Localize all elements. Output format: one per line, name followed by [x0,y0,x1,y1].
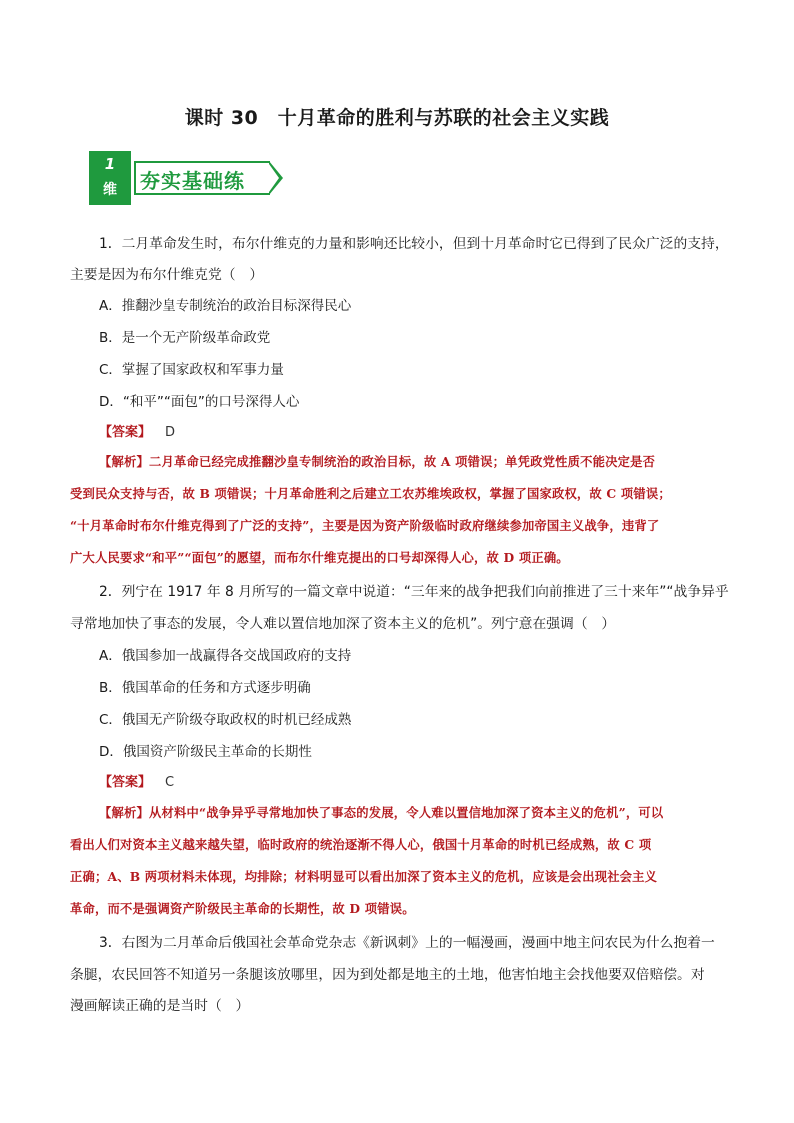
badge-number: 1 [104,155,116,173]
q2-answer [99,771,704,790]
section-badge [89,151,289,207]
q3-stem-line-2: 条腿，农民回答不知道另一条腿该放哪里，因为到处都是地主的土地，他害怕地主会找他要双倍赔偿。对 [70,967,705,983]
q1-analysis-line-3: “十月革命时布尔什维克得到了广泛的支持”，主要是因为资产阶级临时政府继续参加帝国主义战争，违背了 [70,518,660,533]
q2-option-b: B．俄国革命的任务和方式逐步明确 [99,680,311,696]
q1-option-b: B．是一个无产阶级革命政党 [99,330,271,346]
q2-analysis-line-1: 【解析】从材料中“战争异乎寻常地加快了事态的发展，令人难以置信地加深了资本主义的危机”，可以 [99,805,664,820]
q1-option-c: C．掌握了国家政权和军事力量 [99,362,284,378]
q1-option-d: D．“和平”“面包”的口号深得人心 [99,394,300,410]
q1-analysis-line-1: 【解析】二月革命已经完成推翻沙皇专制统治的政治目标，故 A 项错误；单凭政党性质不能决定是否 [99,454,656,469]
q2-answer-value: C [165,775,175,790]
page-title: 课时 30 十月革命的胜利与苏联的社会主义实践 [184,107,610,129]
badge-label: 夯实基础练 [140,169,245,193]
badge-number-box [89,151,131,205]
q2-analysis-line-3: 正确；A、B 两项材料未体现，均排除；材料明显可以看出加深了资本主义的危机，应该是会出现社会主义 [70,869,658,884]
q2-stem-line-2: 寻常地加快了事态的发展，令人难以置信地加深了资本主义的危机”。列宁意在强调（ ） [70,616,616,632]
q3-stem-line-3: 漫画解读正确的是当时（ ） [70,998,250,1014]
badge-suffix: 维 [103,182,117,198]
q2-option-d: D．俄国资产阶级民主革命的长期性 [99,744,312,760]
q1-answer-value: D [165,425,176,440]
q2-analysis-line-4: 革命，而不是强调资产阶级民主革命的长期性，故 D 项错误。 [70,901,415,916]
q3-stem-line-1: 3．右图为二月革命后俄国社会革命党杂志《新讽刺》上的一幅漫画，漫画中地主问农民为什么抱着一 [99,935,715,951]
q1-stem-line-2: 主要是因为布尔什维克党（ ） [70,267,264,283]
q1-option-a: A．推翻沙皇专制统治的政治目标深得民心 [99,298,352,314]
q2-analysis-line-2: 看出人们对资本主义越来越失望，临时政府的统治逐渐不得人心，俄国十月革命的时机已经成熟，故 C 项 [70,837,652,852]
q2-stem-line-1: 2．列宁在 1917 年 8 月所写的一篇文章中说道：“三年来的战争把我们向前推进了三十来年”“战争异乎 [99,584,729,600]
q2-option-c: C．俄国无产阶级夺取政权的时机已经成熟 [99,712,352,728]
q1-analysis-line-2: 受到民众支持与否，故 B 项错误；十月革命胜利之后建立工农苏维埃政权，掌握了国家政权，故 C 项错误； [70,486,671,501]
q1-answer-label: 【答案】 [99,425,152,440]
q2-answer-label: 【答案】 [99,775,152,790]
q2-option-a: A．俄国参加一战赢得各交战国政府的支持 [99,648,352,664]
badge-arrow-inner [269,164,279,192]
q1-answer [99,421,704,440]
q1-stem-line-1: 1．二月革命发生时，布尔什维克的力量和影响还比较小，但到十月革命时它已得到了民众广泛的支持， [99,236,729,252]
q1-analysis-line-4: 广大人民要求“和平”“面包”的愿望，而布尔什维克提出的口号却深得人心，故 D 项正确。 [70,550,569,565]
